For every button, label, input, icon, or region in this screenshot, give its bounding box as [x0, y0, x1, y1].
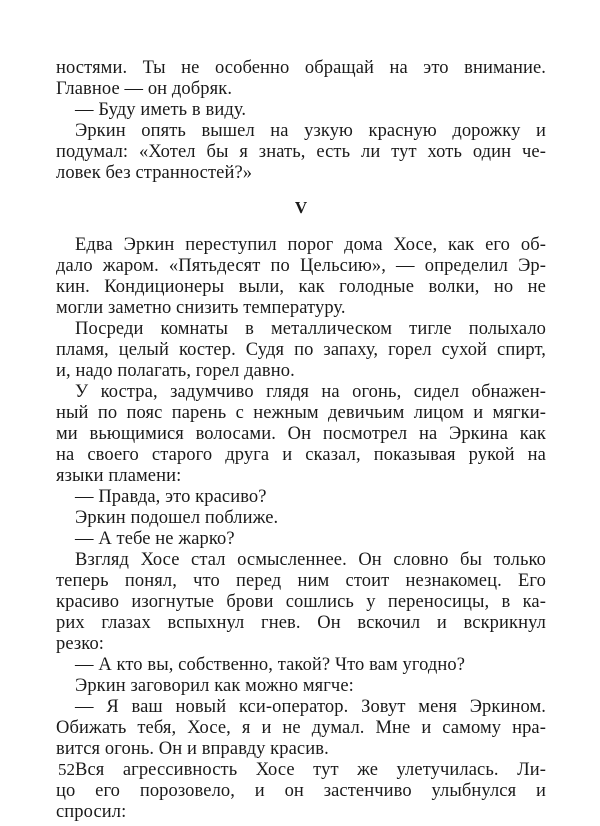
dialogue-line: — А кто вы, собственно, такой? Что вам угодно?	[75, 655, 466, 675]
text-line: могли заметно снизить температуру.	[56, 298, 346, 318]
text-line: вится огонь. Он и вправду красив.	[56, 739, 329, 759]
dialogue-line: — Я ваш новый кси-оператор. Зовут меня Эркином.	[75, 697, 546, 717]
text-line: пламя, целый костер. Судя по запаху, горел сухой спирт,	[56, 340, 546, 360]
text-line: ми вьющимися волосами. Он посмотрел на Эркина как	[56, 424, 546, 444]
text-line: спросил:	[56, 802, 127, 822]
text-line: кин. Кондиционеры выли, как голодные волки, но не	[56, 277, 546, 297]
text-line: Эркин заговорил как можно мягче:	[75, 676, 354, 696]
dialogue-line: — Правда, это красиво?	[75, 487, 267, 507]
text-line: Эркин подошел поближе.	[75, 508, 279, 528]
text-line: теперь понял, что перед ним стоит незнакомец. Его	[56, 571, 546, 591]
chapter-heading: V	[294, 198, 308, 217]
text-line: дало жаром. «Пятьдесят по Цельсию», — определил Эр-	[56, 256, 546, 276]
text-line: ностями. Ты не особенно обращай на это внимание.	[56, 58, 546, 78]
text-line: Едва Эркин переступил порог дома Хосе, как его об-	[75, 235, 546, 255]
text-line: подумал: «Хотел бы я знать, есть ли тут хоть один че-	[56, 142, 546, 162]
page-number: 52	[58, 760, 75, 779]
text-line: Вся агрессивность Хосе тут же улетучилась. Ли-	[75, 760, 546, 780]
text-line: языки пламени:	[56, 466, 182, 486]
text-line: Главное — он добряк.	[56, 79, 233, 99]
text-line: ный по пояс парень с нежным девичьим лицом и мягки-	[56, 403, 546, 423]
dialogue-line: — Буду иметь в виду.	[75, 100, 247, 120]
text-line: Эркин опять вышел на узкую красную дорожку и	[75, 121, 546, 141]
text-line: красиво изогнутые брови сошлись у переносицы, в ка-	[56, 592, 546, 612]
text-line: рих глазах вспыхнул гнев. Он вскочил и вскрикнул	[56, 613, 546, 633]
text-block-before-chapter	[56, 58, 546, 184]
text-line: ловек без странностей?»	[56, 163, 253, 183]
dialogue-line: — А тебе не жарко?	[75, 529, 235, 549]
text-line: У костра, задумчиво глядя на огонь, сидел обнажен-	[75, 382, 546, 402]
text-line: Посреди комнаты в металлическом тигле полыхало	[75, 319, 546, 339]
text-line: цо его порозовело, и он застенчиво улыбнулся и	[56, 781, 546, 801]
text-line: Взгляд Хосе стал осмысленнее. Он словно бы только	[75, 550, 546, 570]
text-line: и, надо полагать, горел давно.	[56, 361, 295, 381]
text-line: на своего старого друга и сказал, показывая рукой на	[56, 445, 546, 465]
text-line: Обижать тебя, Хосе, я и не думал. Мне и самому нра-	[56, 718, 546, 738]
text-block-after-chapter	[56, 235, 546, 823]
page-text-column	[56, 58, 546, 823]
text-line: резко:	[56, 634, 105, 654]
